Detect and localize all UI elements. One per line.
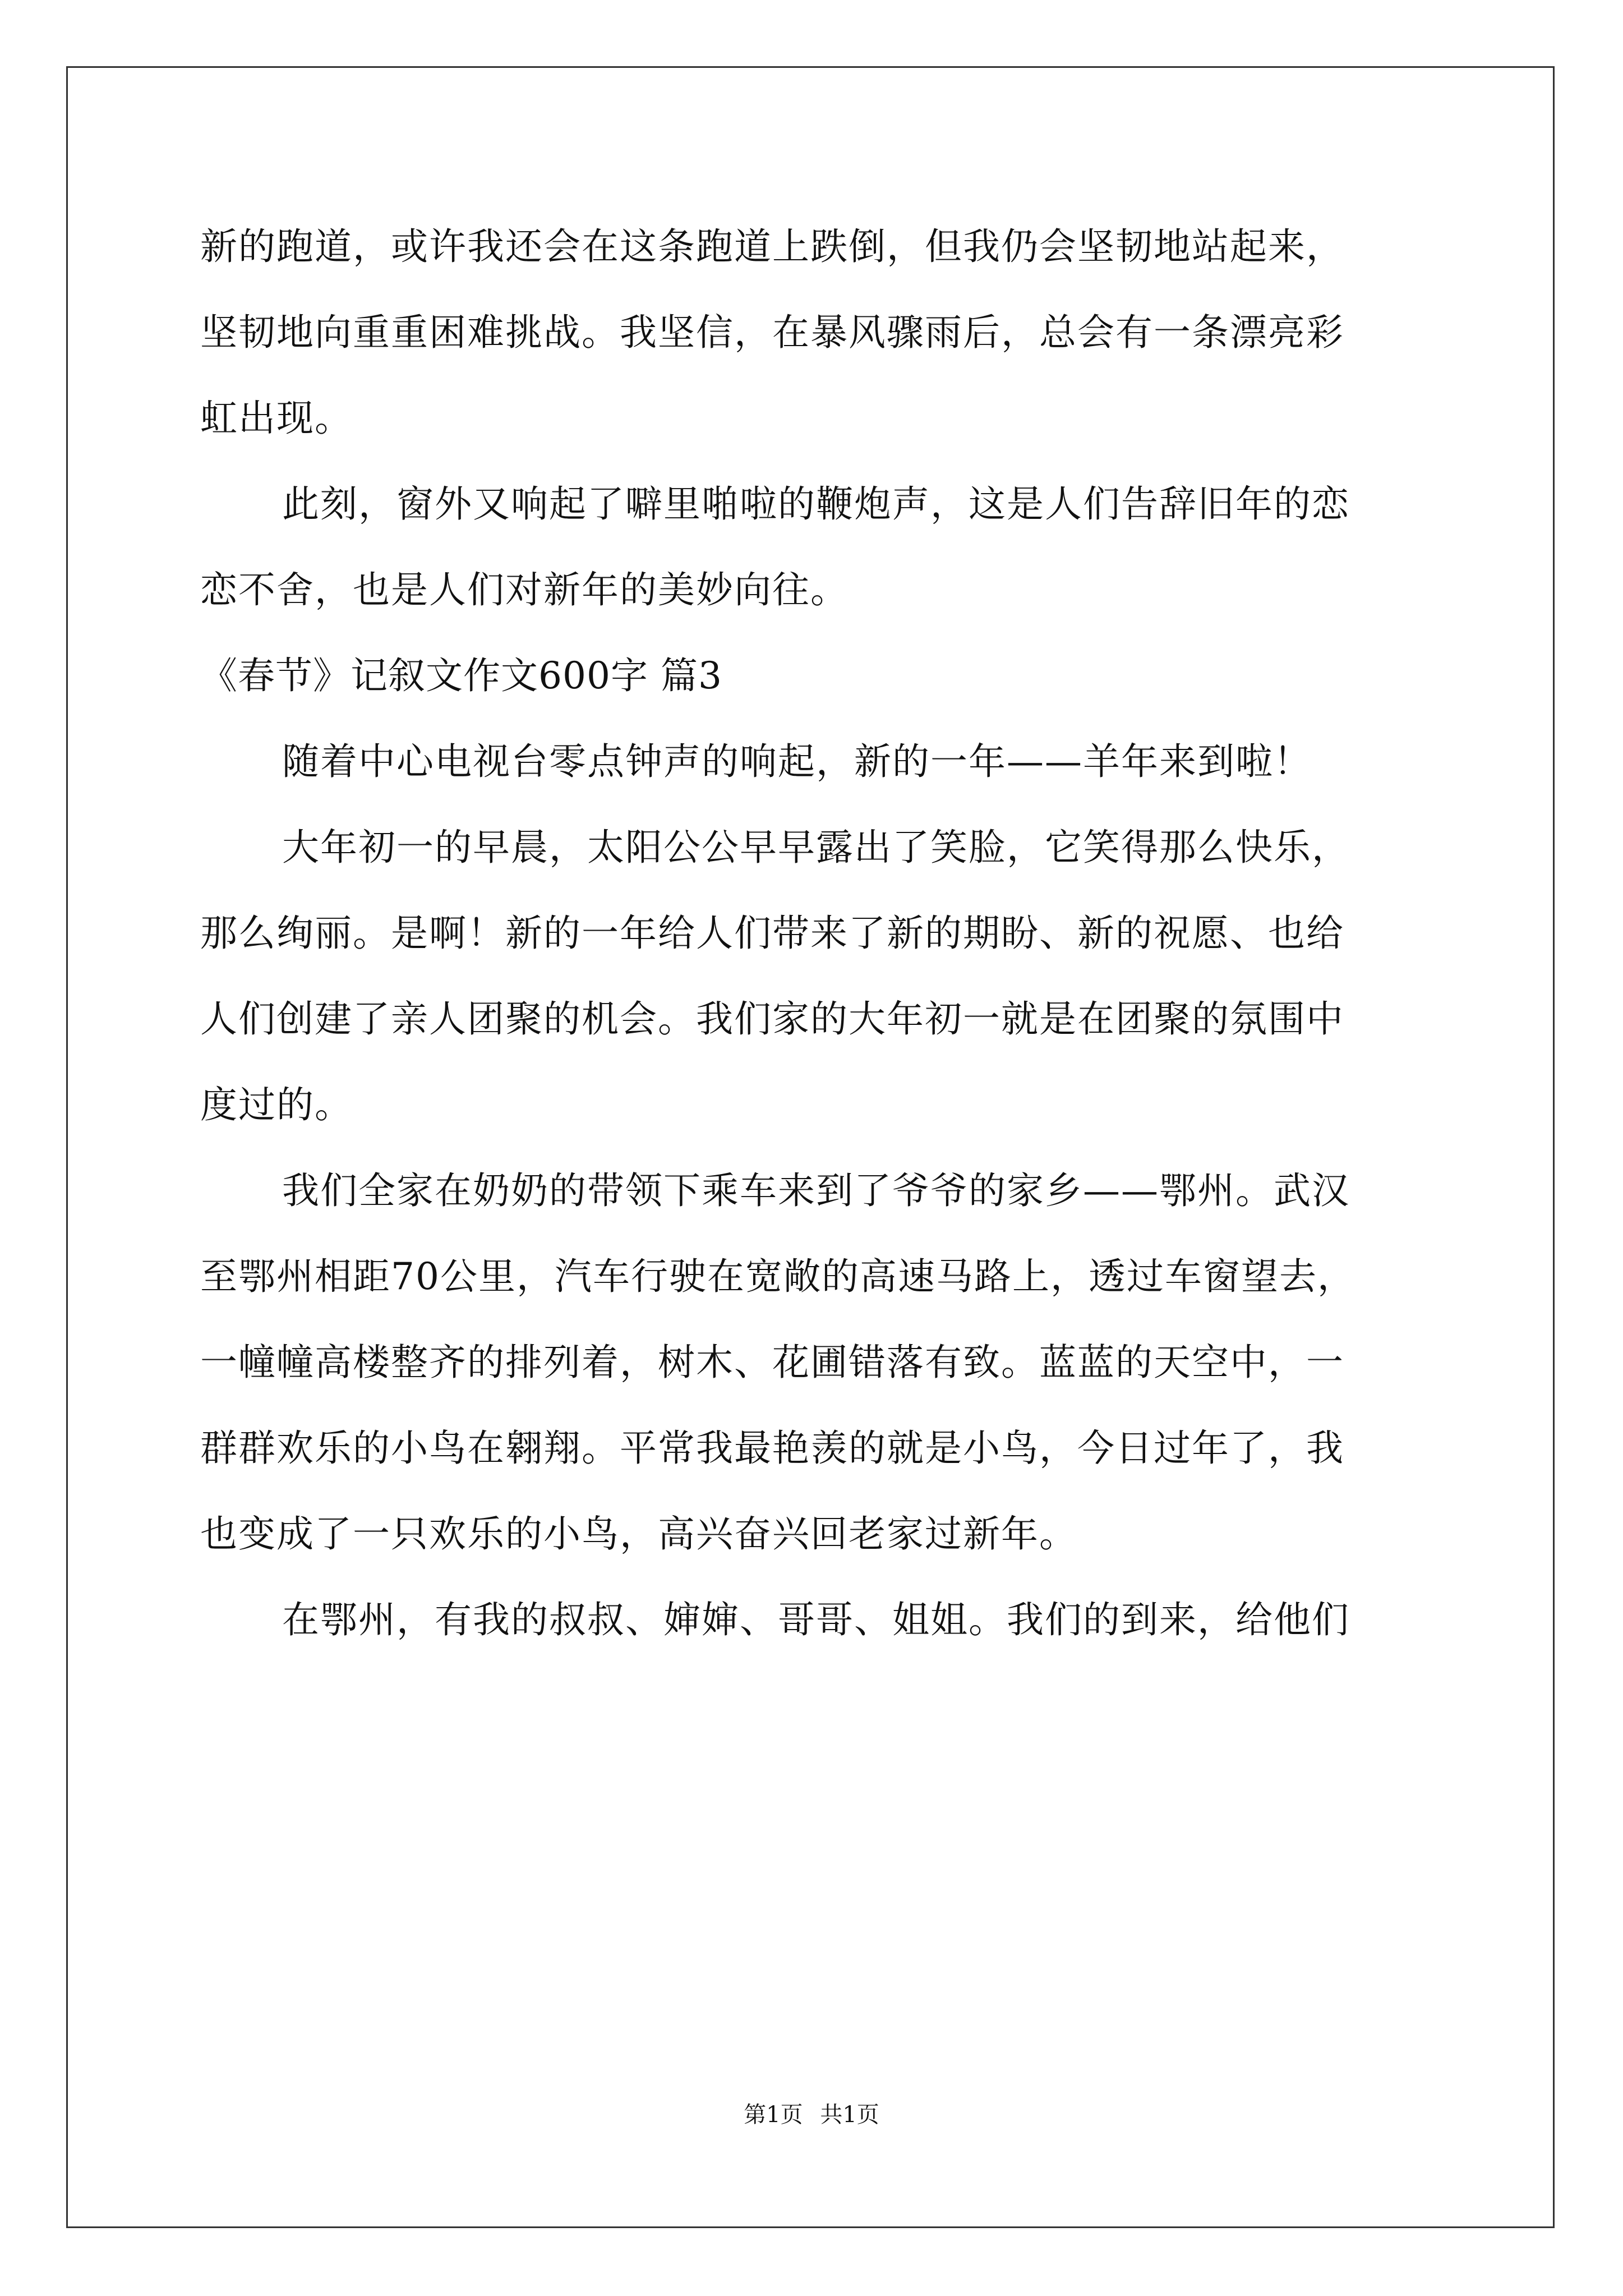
text-line: 群群欢乐的小鸟在翱翔。平常我最艳羡的就是小鸟，今日过年了，我 (200, 1427, 1344, 1470)
text-line: 坚韧地向重重困难挑战。我坚信，在暴风骤雨后，总会有一条漂亮彩 (200, 311, 1344, 354)
page-footer (0, 2097, 1623, 2129)
section-heading: 《春节》记叙文作文600字 篇3 (200, 654, 722, 697)
text-line: 也变成了一只欢乐的小鸟，高兴奋兴回老家过新年。 (200, 1512, 1077, 1556)
paragraph-start-line: 我们全家在奶奶的带领下乘车来到了爷爷的家乡——鄂州。武汉 (282, 1169, 1350, 1212)
page-number-label: 第1页 共1页 (744, 2102, 879, 2128)
text-line: 恋不舍，也是人们对新年的美妙向往。 (200, 568, 849, 611)
paragraph-start-line: 此刻，窗外又响起了噼里啪啦的鞭炮声，这是人们告辞旧年的恋 (282, 482, 1350, 526)
paragraph-start-line: 随着中心电视台零点钟声的响起，新的一年——羊年来到啦！ (282, 740, 1312, 783)
text-line: 那么绚丽。是啊！新的一年给人们带来了新的期盼、新的祝愿、也给 (200, 912, 1344, 955)
text-line: 新的跑道，或许我还会在这条跑道上跌倒，但我仍会坚韧地站起来， (200, 225, 1344, 268)
text-line: 一幢幢高楼整齐的排列着，树木、花圃错落有致。蓝蓝的天空中，一 (200, 1341, 1344, 1384)
text-line: 人们创建了亲人团聚的机会。我们家的大年初一就是在团聚的氛围中 (200, 997, 1344, 1041)
paragraph-start-line: 大年初一的早晨，太阳公公早早露出了笑脸，它笑得那么快乐， (282, 826, 1350, 869)
text-line: 度过的。 (200, 1083, 353, 1126)
paragraph-start-line: 在鄂州，有我的叔叔、婶婶、哥哥、姐姐。我们的到来，给他们 (282, 1598, 1350, 1641)
text-line: 至鄂州相距70公里，汽车行驶在宽敞的高速马路上，透过车窗望去， (200, 1255, 1355, 1298)
text-line: 虹出现。 (200, 397, 353, 440)
